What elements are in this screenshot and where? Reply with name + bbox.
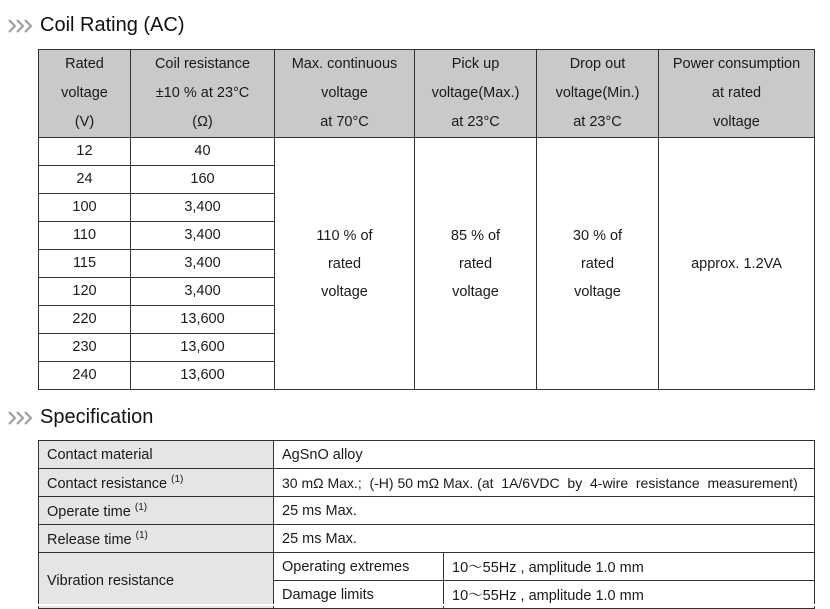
spec-value: AgSnO alloy (274, 441, 815, 469)
spec-value: 25 ms Max. (274, 497, 815, 525)
cell-voltage: 12 (39, 138, 131, 166)
double-chevron-icon (8, 19, 34, 33)
spec-label: Contact resistance $^{(1)}$ (39, 469, 274, 497)
header-rated-voltage: Rated voltage (V) (39, 50, 131, 138)
specification-heading (8, 406, 153, 429)
spec-sublabel: Damage limits (274, 581, 444, 609)
header-max-continuous: Max. continuous voltage at 70°C (275, 50, 415, 138)
spec-label: Vibration resistance (39, 553, 274, 609)
table-row (39, 525, 815, 553)
footnote-mark: (1) (134, 501, 148, 513)
header-coil-resistance: Coil resistance ±10 % at 23°C (Ω) (131, 50, 275, 138)
spec-value: 25 ms Max. (274, 525, 815, 553)
cell-voltage: 230 (39, 334, 131, 362)
spec-label: Contact material (39, 441, 274, 469)
cell-pick-up: 85 % of rated voltage (415, 138, 537, 390)
cell-voltage: 220 (39, 306, 131, 334)
cell-resistance: 3,400 (131, 250, 275, 278)
header-power-consumption: Power consumption at rated voltage (659, 50, 815, 138)
double-chevron-icon (8, 411, 34, 425)
table-row (39, 497, 815, 525)
spec-value: 30 mΩ Max.; (-H) 50 mΩ Max. (at 1A/6VDC by 4-wire resistance measurement) (274, 469, 815, 497)
spec-label: Operate time $^{(1)}$ (39, 497, 274, 525)
cell-resistance: 13,600 (131, 334, 275, 362)
cell-voltage: 100 (39, 194, 131, 222)
cell-power: approx. 1.2VA (659, 138, 815, 390)
coil-rating-table (38, 49, 815, 390)
coil-rating-title: Coil Rating (AC) (40, 14, 185, 36)
cell-drop-out: 30 % of rated voltage (537, 138, 659, 390)
header-drop-out: Drop out voltage(Min.) at 23°C (537, 50, 659, 138)
header-pick-up: Pick up voltage(Max.) at 23°C (415, 50, 537, 138)
cell-max-continuous: 110 % of rated voltage (275, 138, 415, 390)
spec-label: Release time $^{(1)}$ (39, 525, 274, 553)
cell-voltage: 110 (39, 222, 131, 250)
table-row (39, 138, 815, 166)
table-row (39, 469, 815, 497)
spec-value: 10～55Hz , amplitude 1.0 mm (444, 581, 815, 609)
footnote-mark: (1) (171, 473, 184, 485)
spec-value: 10～55Hz , amplitude 1.0 mm (444, 553, 815, 581)
cell-resistance: 13,600 (131, 306, 275, 334)
coil-rating-heading (8, 14, 184, 37)
footnote-mark: (1) (135, 529, 148, 541)
cell-resistance: 3,400 (131, 222, 275, 250)
cell-resistance: 3,400 (131, 194, 275, 222)
cell-resistance: 3,400 (131, 278, 275, 306)
cell-voltage: 115 (39, 250, 131, 278)
cell-voltage: 240 (39, 362, 131, 390)
specification-table (38, 440, 815, 609)
table-row (39, 553, 815, 581)
cell-resistance: 40 (131, 138, 275, 166)
cell-resistance: 13,600 (131, 362, 275, 390)
spec-sublabel: Operating extremes (274, 553, 444, 581)
table-row (39, 441, 815, 469)
specification-title: Specification (40, 406, 154, 428)
cell-voltage: 24 (39, 166, 131, 194)
cell-resistance: 160 (131, 166, 275, 194)
cell-voltage: 120 (39, 278, 131, 306)
